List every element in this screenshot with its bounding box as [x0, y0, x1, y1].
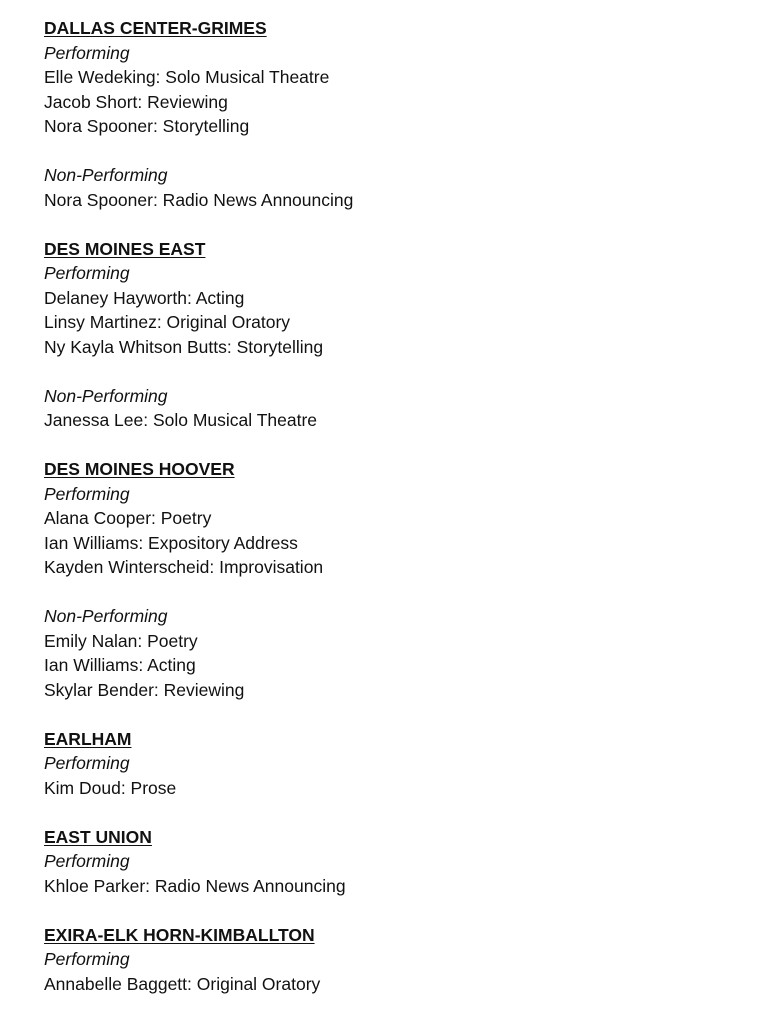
entry: Kim Doud: Prose [44, 777, 177, 798]
school-name: DALLAS CENTER-GRIMES [44, 18, 267, 38]
entry: Skylar Bender: Reviewing [44, 679, 245, 700]
performing-label: Performing [44, 483, 130, 504]
entry: Jacob Short: Reviewing [44, 91, 228, 112]
spacer [44, 580, 744, 605]
school-section [44, 237, 744, 433]
entry: Ian Williams: Acting [44, 655, 196, 675]
entry: Emily Nalan: Poetry [44, 630, 198, 651]
entry: Ian Williams: Expository Address [44, 532, 298, 553]
entry: Delaney Hayworth: Acting [44, 287, 245, 308]
entry: Elle Wedeking: Solo Musical Theatre [44, 67, 330, 87]
school-section [44, 923, 744, 997]
performing-label: Performing [44, 753, 130, 773]
school-name: DES MOINES HOOVER [44, 459, 235, 479]
school-section [44, 727, 744, 801]
non-performing-label: Non-Performing [44, 606, 168, 626]
school-name: DES MOINES EAST [44, 238, 206, 259]
entry: Nora Spooner: Radio News Announcing [44, 189, 354, 210]
spacer [44, 359, 744, 384]
entry: Alana Cooper: Poetry [44, 508, 212, 528]
performing-label: Performing [44, 263, 130, 283]
school-name: EAST UNION [44, 826, 152, 847]
performing-label: Performing [44, 851, 130, 871]
performing-label: Performing [44, 949, 130, 969]
entry: Nora Spooner: Storytelling [44, 116, 250, 136]
entry: Linsy Martinez: Original Oratory [44, 312, 291, 332]
performing-label: Performing [44, 42, 130, 63]
non-performing-label: Non-Performing [44, 165, 168, 185]
school-section [44, 16, 744, 212]
spacer [44, 139, 744, 164]
entry: Khloe Parker: Radio News Announcing [44, 875, 346, 896]
school-section [44, 825, 744, 899]
school-name: EARLHAM [44, 728, 132, 749]
school-section [44, 457, 744, 702]
entry: Janessa Lee: Solo Musical Theatre [44, 410, 318, 430]
entry: Kayden Winterscheid: Improvisation [44, 557, 324, 577]
entry: Ny Kayla Whitson Butts: Storytelling [44, 336, 324, 357]
entry: Annabelle Baggett: Original Oratory [44, 973, 321, 994]
non-performing-label: Non-Performing [44, 385, 168, 406]
document-body [44, 16, 744, 1021]
school-name: EXIRA-ELK HORN-KIMBALLTON [44, 924, 315, 945]
